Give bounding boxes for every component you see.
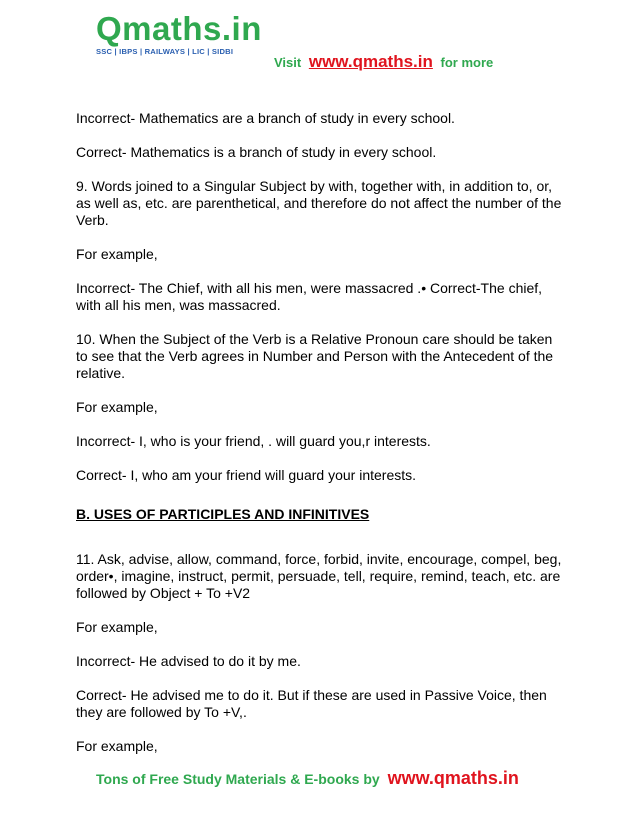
footer-text: Tons of Free Study Materials & E-books by	[96, 771, 380, 787]
section-heading: B. USES OF PARTICIPLES AND INFINITIVES	[76, 506, 370, 522]
logo-text: Qmaths.in	[96, 10, 262, 47]
paragraph: For example,	[76, 738, 158, 754]
paragraph: Correct- He advised me to do it. But if these are used in Passive Voice, then they are followed by To +V,.	[76, 687, 547, 720]
footer-url-link[interactable]: www.qmaths.in	[387, 768, 519, 788]
logo-tagline: SSC | IBPS | RAILWAYS | LIC | SIDBI	[96, 47, 234, 56]
visit-prefix: Visit	[274, 55, 302, 70]
paragraph: Incorrect- I, who is your friend, . will guard you,r interests.	[76, 433, 431, 449]
visit-url-link[interactable]: www.qmaths.in	[308, 52, 433, 71]
visit-suffix: for more	[440, 55, 494, 70]
paragraph: 10. When the Subject of the Verb is a Relative Pronoun care should be taken to see that the Verb agrees in Number and Person with the Antecedent of the relative.	[76, 331, 554, 381]
paragraph: For example,	[76, 619, 158, 635]
paragraph: For example,	[76, 399, 158, 415]
paragraph: Incorrect- He advised to do it by me.	[76, 653, 301, 669]
paragraph: 9. Words joined to a Singular Subject by with, together with, in addition to, or, as well as, etc. are parenthetical, and therefore do not affect the number of the Verb.	[76, 178, 562, 228]
paragraph: Incorrect- Mathematics are a branch of study in every school.	[76, 110, 455, 126]
paragraph: Correct- Mathematics is a branch of study in every school.	[76, 144, 437, 160]
paragraph: Correct- I, who am your friend will guard your interests.	[76, 467, 417, 483]
footer-banner	[96, 768, 519, 789]
paragraph: 11. Ask, advise, allow, command, force, forbid, invite, encourage, compel, beg, order•, imagine, instruct, permit, persuade, tell, require, remind, teach, etc. are followed by Object + To +V2	[76, 551, 562, 601]
visit-banner	[274, 52, 493, 72]
paragraph: For example,	[76, 246, 158, 262]
document-body	[76, 110, 566, 772]
site-logo[interactable]	[96, 12, 276, 57]
paragraph: Incorrect- The Chief, with all his men, were massacred .• Correct-The chief, with all his men, was massacred.	[76, 280, 543, 313]
